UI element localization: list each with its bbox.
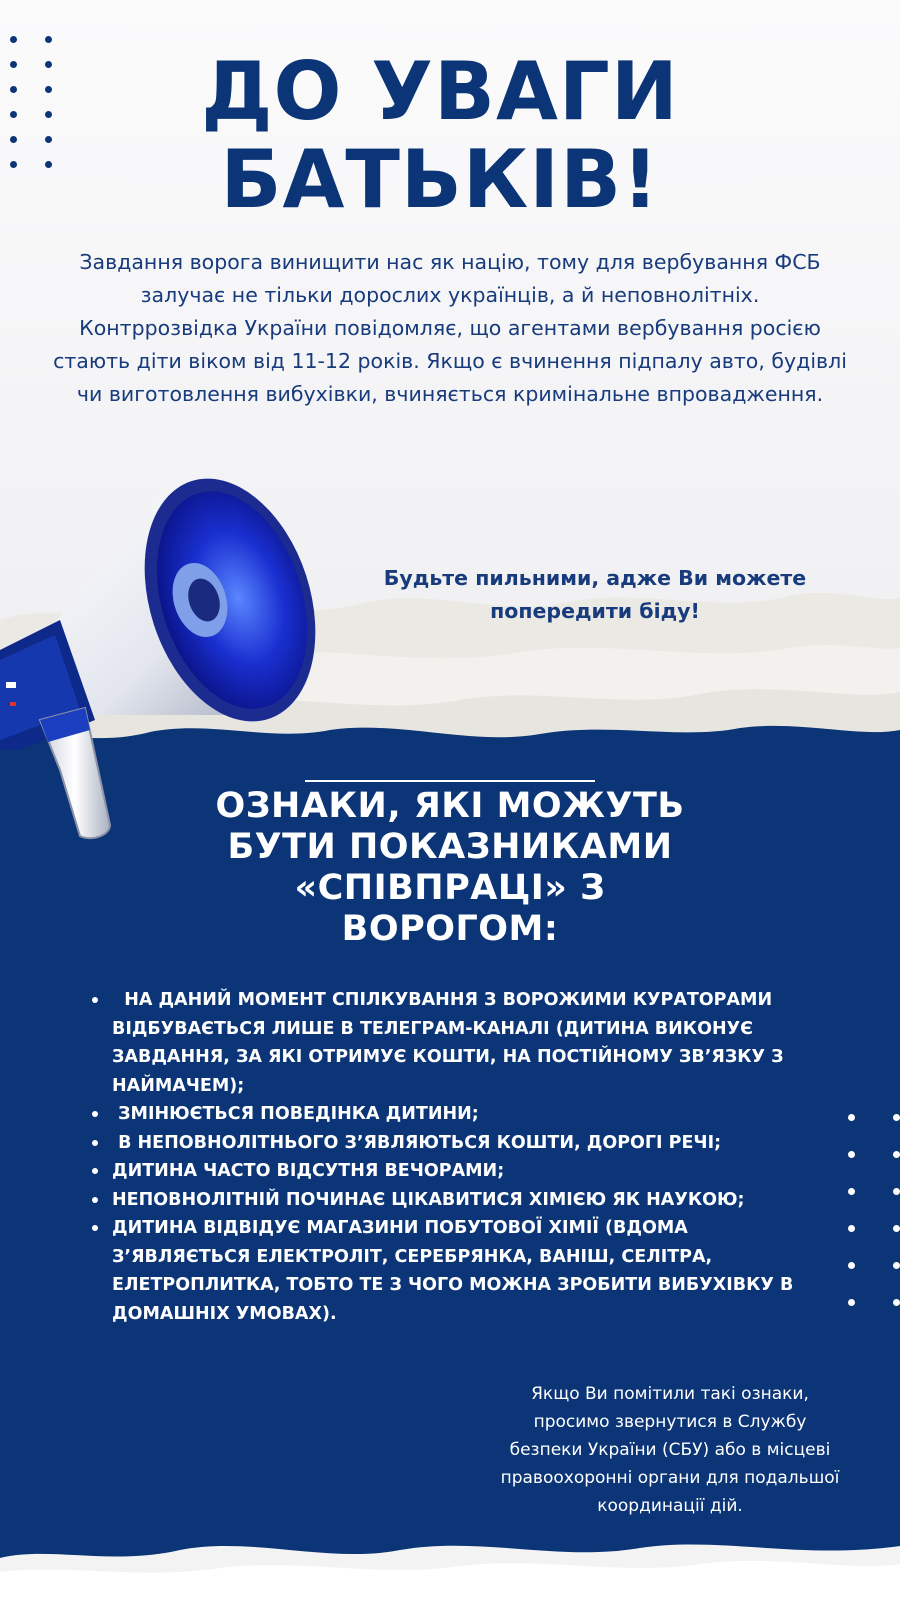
intro-text bbox=[50, 246, 850, 411]
intro-paragraph-1: Завдання ворога винищити нас як націю, тому для вербування ФСБ залучає не тільки дорослих українців, а й неповнолітніх. bbox=[79, 250, 821, 307]
title-line-1: ДО УВАГИ bbox=[201, 45, 679, 138]
list-item: ДИТИНА ЧАСТО ВІДСУТНЯ ВЕЧОРАМИ; bbox=[112, 1157, 802, 1186]
list-item: ДИТИНА ВІДВІДУЄ МАГАЗИНИ ПОБУТОВОЇ ХІМІЇ (ВДОМА З’ЯВЛЯЄТЬСЯ ЕЛЕКТРОЛІТ, СЕРЕБРЯНКА, ВАНІШ, СЕЛІТРА, ЕЛЕТРОПЛИТКА, ТОБТО ТЕ З ЧОГО МОЖНА ЗРОБИТИ ВИБУХІВКУ В ДОМАШНІХ УМОВАХ). bbox=[112, 1214, 802, 1328]
signs-heading: ОЗНАКИ, ЯКІ МОЖУТЬ БУТИ ПОКАЗНИКАМИ «СПІВПРАЦІ» З ВОРОГОМ: bbox=[215, 786, 685, 949]
decorative-dot-grid-top bbox=[10, 36, 52, 168]
bottom-torn-edge bbox=[0, 1520, 900, 1600]
decorative-dot-grid-bottom bbox=[848, 1114, 900, 1306]
contact-note: Якщо Ви помітили такі ознаки, просимо звернутися в Службу безпеки України (СБУ) або в місцеві правоохоронні органи для подальшої координації дій. bbox=[500, 1384, 840, 1516]
list-item: ЗМІНЮЄТЬСЯ ПОВЕДІНКА ДИТИНИ; bbox=[112, 1100, 802, 1129]
vigilance-callout: Будьте пильними, адже Ви можете попередити біду! bbox=[383, 566, 807, 623]
page-title bbox=[150, 45, 730, 226]
heading-divider bbox=[305, 780, 595, 782]
list-item: В НЕПОВНОЛІТНЬОГО З’ЯВЛЯЮТЬСЯ КОШТИ, ДОРОГІ РЕЧІ; bbox=[112, 1129, 802, 1158]
list-item: НА ДАНИЙ МОМЕНТ СПІЛКУВАННЯ З ВОРОЖИМИ КУРАТОРАМИ ВІДБУВАЄТЬСЯ ЛИШЕ В ТЕЛЕГРАМ-КАНАЛІ (ДИТИНА ВИКОНУЄ ЗАВДАННЯ, ЗА ЯКІ ОТРИМУЄ КОШТИ, НА ПОСТІЙНОМУ ЗВ’ЯЗКУ З НАЙМАЧЕМ); bbox=[112, 986, 802, 1100]
intro-paragraph-2: Контррозвідка України повідомляє, що агентами вербування росією стають діти віком від 11-12 років. Якщо є вчинення підпалу авто, будівлі чи виготовлення вибухівки, вчиняється кримінальне впровадження. bbox=[53, 316, 847, 406]
title-line-2: БАТЬКІВ! bbox=[220, 133, 660, 226]
list-item: НЕПОВНОЛІТНІЙ ПОЧИНАЄ ЦІКАВИТИСЯ ХІМІЄЮ ЯК НАУКОЮ; bbox=[112, 1186, 802, 1215]
signs-list bbox=[112, 986, 802, 1328]
